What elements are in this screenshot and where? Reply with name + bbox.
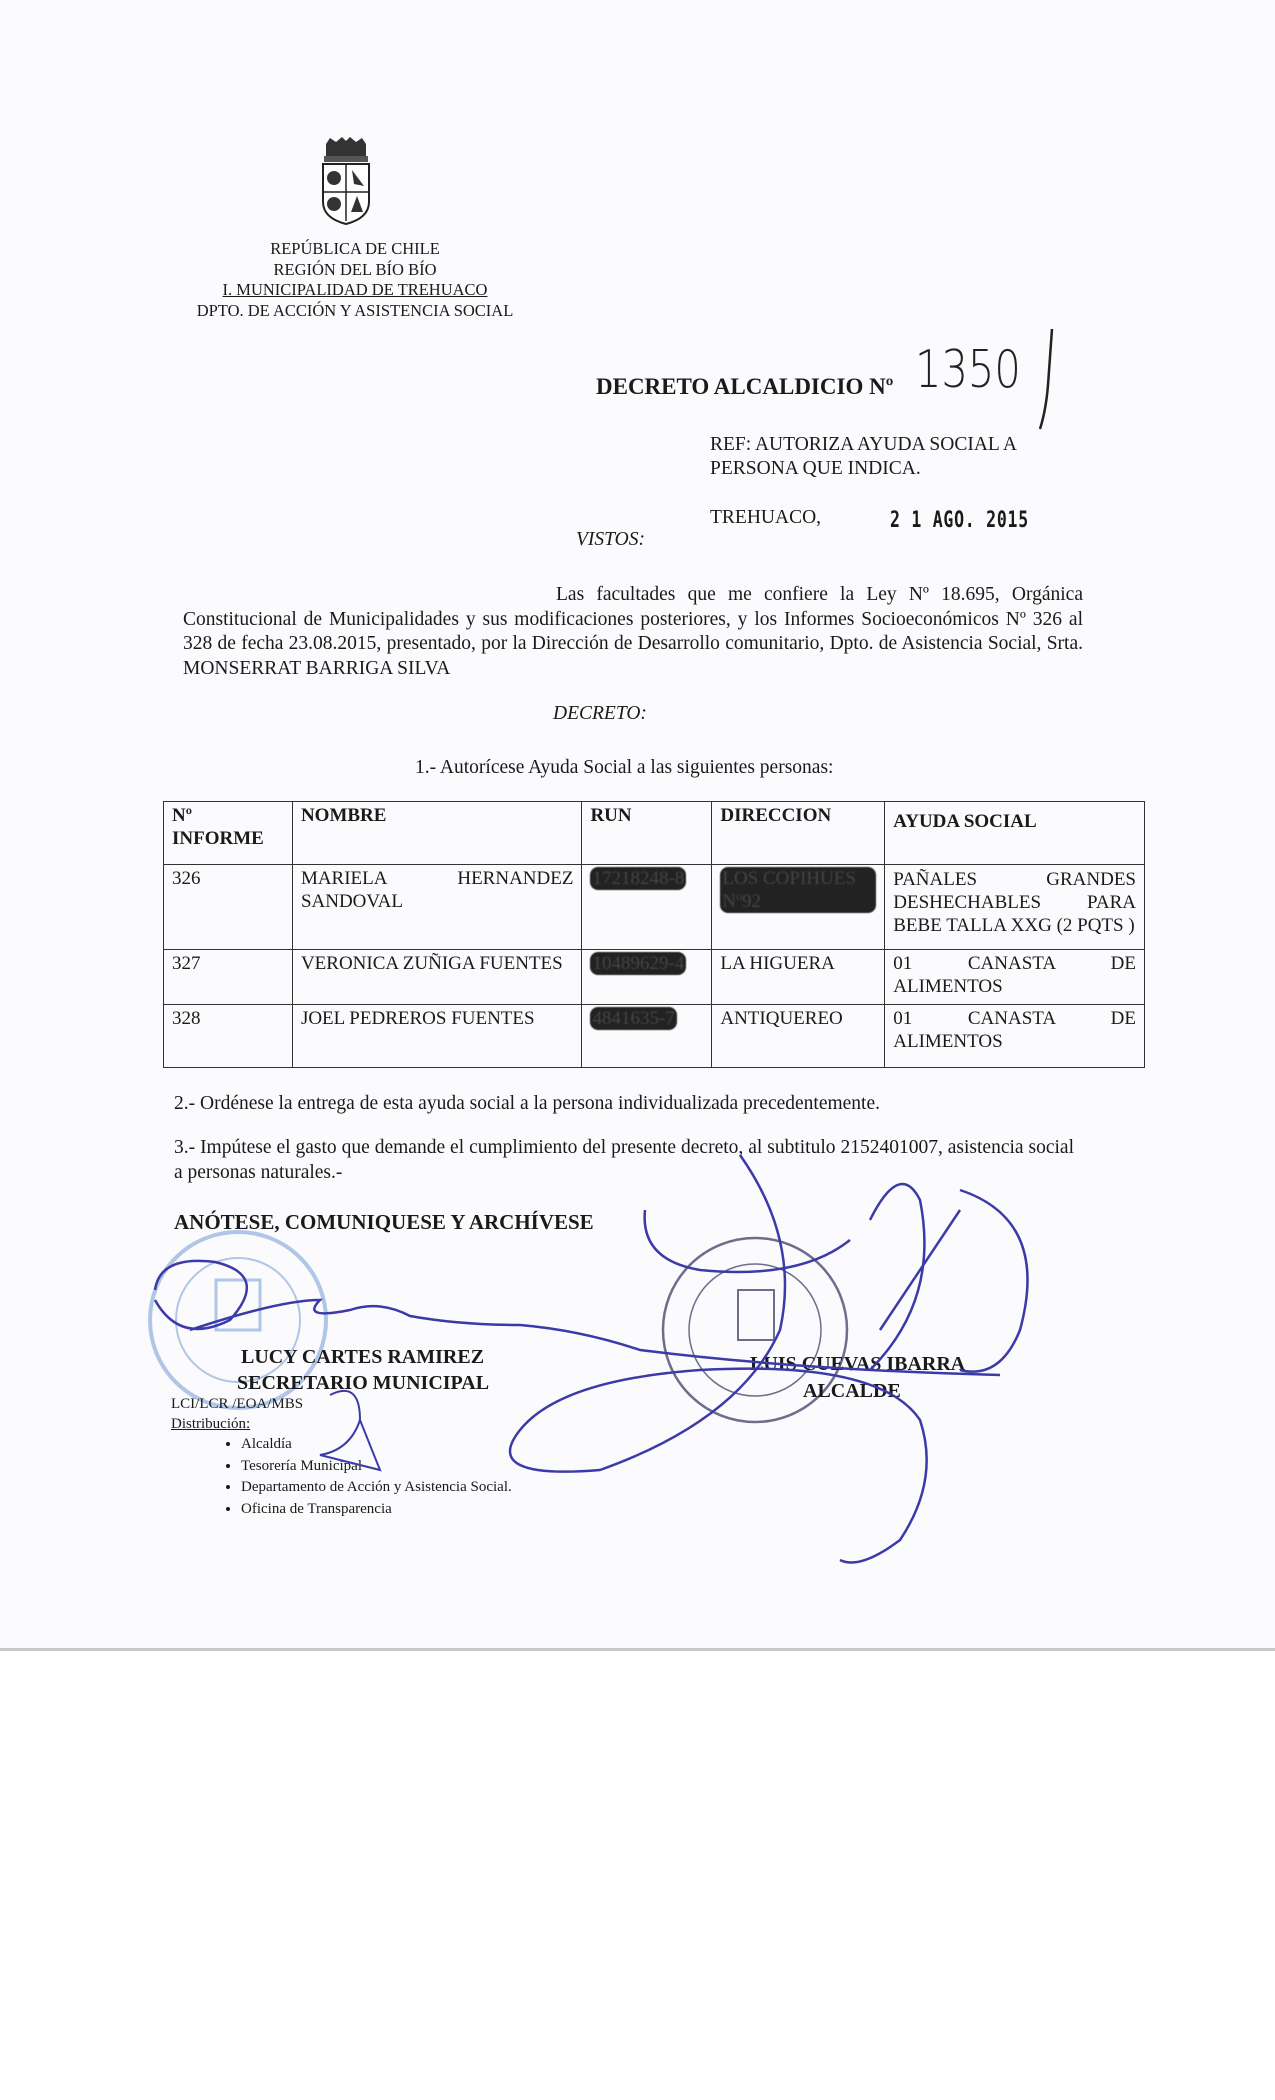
- column-header: DIRECCION: [712, 802, 885, 865]
- cell-direccion: LA HIGUERA: [712, 950, 885, 1005]
- handwritten-slash: [1030, 325, 1060, 435]
- decree-number-handwritten: 1350: [915, 340, 1021, 400]
- signer1-title: SECRETARIO MUNICIPAL: [237, 1372, 490, 1394]
- decreto-heading: DECRETO:: [553, 703, 647, 724]
- vistos-heading: VISTOS:: [576, 529, 645, 550]
- column-header: AYUDA SOCIAL: [885, 802, 1145, 865]
- cell-nombre: MARIELA HERNANDEZ SANDOVAL: [292, 865, 582, 950]
- beneficiaries-table: [163, 801, 1145, 1068]
- signer1-name: LUCY CARTES RAMIREZ: [241, 1346, 485, 1368]
- distribution-item: • Oficina de Transparencia: [241, 1499, 512, 1521]
- column-header: Nº INFORME: [164, 802, 293, 865]
- distribution-label: Distribución:: [171, 1416, 251, 1432]
- letterhead-line: REGIÓN DEL BÍO BÍO: [273, 259, 437, 279]
- letterhead-line: REPÚBLICA DE CHILE: [270, 239, 440, 258]
- cell-informe: 327: [164, 950, 293, 1005]
- cell-run: [582, 1005, 712, 1068]
- column-header: NOMBRE: [292, 802, 582, 865]
- cell-nombre: JOEL PEDREROS FUENTES: [292, 1005, 582, 1068]
- letterhead: [180, 239, 530, 321]
- redacted-run: 17218248-8: [592, 868, 685, 889]
- decreto-item-3: 3.- Impútese el gasto que demande el cumplimiento del presente decreto, al subtitulo 2152401007, asistencia social a personas naturales.-: [174, 1137, 1074, 1183]
- redacted-run: 10489629-4: [592, 953, 685, 974]
- column-header: RUN: [582, 802, 712, 865]
- table-header-row: [164, 802, 1145, 865]
- cell-direccion: [712, 865, 885, 950]
- place: TREHUACO,: [710, 507, 822, 528]
- vistos-paragraph: Las facultades que me confiere la Ley Nº 18.695, Orgánica Constitucional de Municipalidades y sus modificaciones posteriores, y los Informes Socioeconómicos Nº 326 al 328 de fecha 23.08.2015, presentado, por la Dirección de Desarrollo comunitario, Dpto. de Asistencia Social, Srta. MONSERRAT BARRIGA SILVA: [183, 584, 1083, 679]
- date-stamp: 2 1 AGO. 2015: [890, 508, 1029, 533]
- closing-formula: ANÓTESE, COMUNIQUESE Y ARCHÍVESE: [174, 1210, 594, 1234]
- initials: LCI/LCR /EOA/MBS: [171, 1396, 304, 1412]
- redacted-direccion: LOS COPIHUES Nº92: [720, 867, 876, 913]
- decreto-item-1: 1.- Autorícese Ayuda Social a las siguientes personas:: [415, 757, 834, 778]
- decree-title: DECRETO ALCALDICIO Nº: [596, 374, 894, 399]
- distribution-item: • Alcaldía: [241, 1434, 512, 1456]
- ref-line: PERSONA QUE INDICA.: [710, 458, 921, 479]
- table-row: [164, 1005, 1145, 1068]
- table-row: [164, 865, 1145, 950]
- cell-informe: 326: [164, 865, 293, 950]
- distribution-item: • Tesorería Municipal: [241, 1456, 512, 1478]
- coat-of-arms-logo: [318, 136, 374, 226]
- cell-ayuda: 01 CANASTA DE ALIMENTOS: [885, 1005, 1145, 1068]
- cell-run: [582, 865, 712, 950]
- cell-run: [582, 950, 712, 1005]
- cell-nombre: VERONICA ZUÑIGA FUENTES: [292, 950, 582, 1005]
- cell-ayuda: PAÑALES GRANDES DESHECHABLES PARA BEBE TALLA XXG (2 PQTS ): [885, 865, 1145, 950]
- distribution-list: [207, 1434, 512, 1520]
- decreto-item-2: 2.- Ordénese la entrega de esta ayuda social a la persona individualizada precedentemente.: [174, 1093, 880, 1114]
- signer2-name: LUIS CUEVAS IBARRA: [750, 1353, 966, 1375]
- signer2-title: ALCALDE: [803, 1380, 901, 1402]
- table-row: [164, 950, 1145, 1005]
- letterhead-line: DPTO. DE ACCIÓN Y ASISTENCIA SOCIAL: [196, 300, 514, 320]
- cell-direccion: ANTIQUEREO: [712, 1005, 885, 1068]
- cell-informe: 328: [164, 1005, 293, 1068]
- distribution-item: • Departamento de Acción y Asistencia Social.: [241, 1477, 512, 1499]
- cell-ayuda: 01 CANASTA DE ALIMENTOS: [885, 950, 1145, 1005]
- redacted-run: 4841635-7: [592, 1008, 675, 1029]
- ref-line: REF: AUTORIZA AYUDA SOCIAL A: [710, 434, 1018, 455]
- letterhead-line: I. MUNICIPALIDAD DE TREHUACO: [222, 280, 488, 299]
